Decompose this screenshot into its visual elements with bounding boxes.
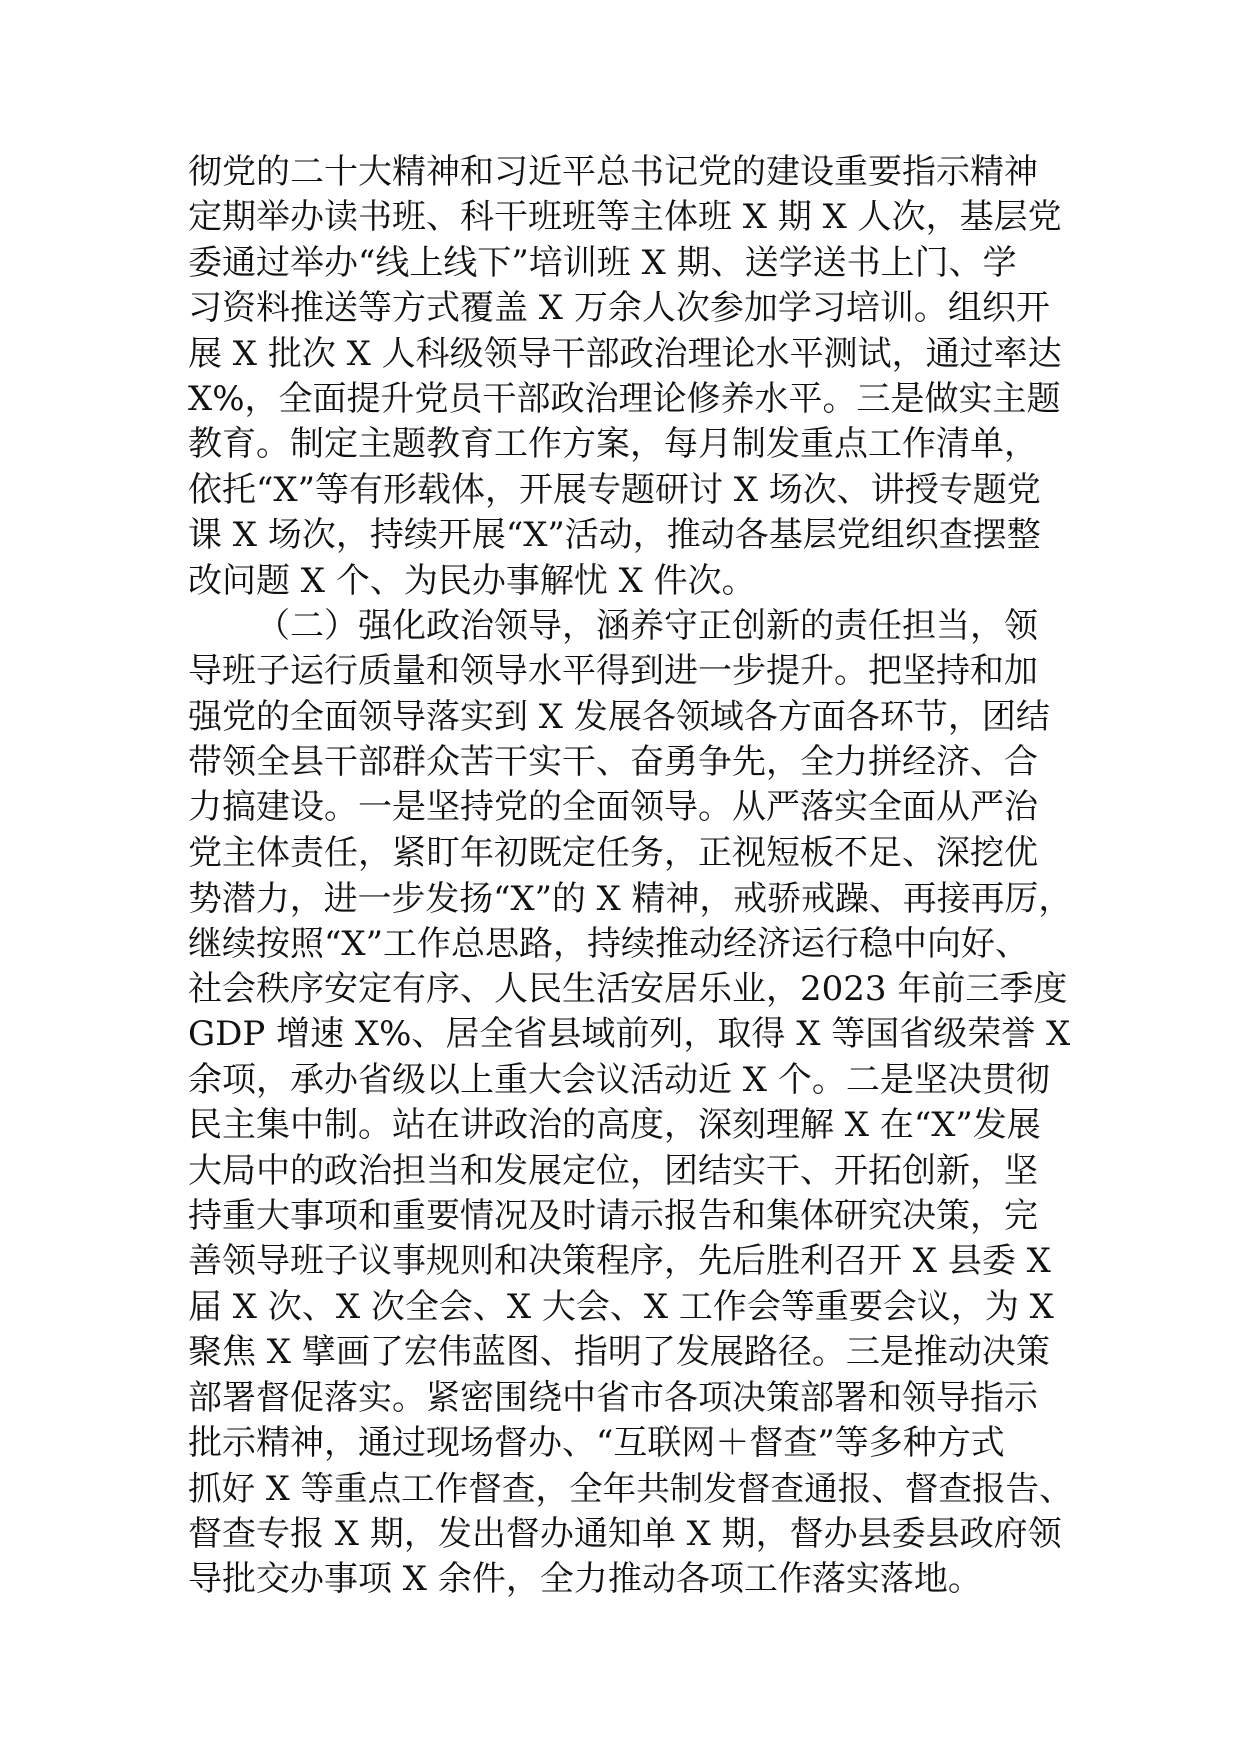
text-line: 习资料推送等方式覆盖 X 万余人次参加学习培训。组织开 <box>188 288 1050 329</box>
text-line: GDP 增速 X%、居全省县域前列，取得 X 等国省级荣誉 X <box>188 1014 1071 1055</box>
text-line: 势潜力，进一步发扬“X”的 X 精神，戒骄戒躁、再接再厉， <box>188 879 1073 919</box>
text-line: 社会秩序安定有序、人民生活安居乐业，2023 年前三季度 <box>188 969 1068 1010</box>
text-line: 善领导班子议事规则和决策程序，先后胜利召开 X 县委 X <box>188 1241 1051 1282</box>
text-line: 彻党的二十大精神和习近平总书记党的建设重要指示精神 <box>188 152 1038 192</box>
text-line: 课 X 场次，持续开展“X”活动，推动各基层党组织查摆整 <box>188 515 1041 556</box>
text-line: 带领全县干部群众苦干实干、奋勇争先，全力拼经济、合 <box>188 742 1038 783</box>
text-line: 督查专报 X 期，发出督办通知单 X 期，督办县委县政府领 <box>188 1513 1062 1554</box>
text-line: 定期举办读书班、科干班班等主体班 X 期 X 人次，基层党 <box>188 197 1062 238</box>
text-line: 改问题 X 个、为民办事解忧 X 件次。 <box>188 560 756 601</box>
text-line: 导班子运行质量和领导水平得到进一步提升。把坚持和加 <box>188 651 1038 692</box>
text-line: 导批交办事项 X 余件，全力推动各项工作落实落地。 <box>188 1559 982 1600</box>
text-line: 大局中的政治担当和发展定位，团结实干、开拓创新，坚 <box>188 1150 1038 1191</box>
text-line: 依托“X”等有形载体，开展专题研讨 X 场次、讲授专题党 <box>188 469 1041 510</box>
text-line: 部署督促落实。紧密围绕中省市各项决策部署和领导指示 <box>188 1377 1038 1418</box>
text-line: 持重大事项和重要情况及时请示报告和集体研究决策，完 <box>188 1195 1038 1236</box>
text-line: 聚焦 X 擘画了宏伟蓝图、指明了发展路径。三是推动决策 <box>188 1332 1050 1373</box>
text-line: 抓好 X 等重点工作督查，全年共制发督查通报、督查报告、 <box>188 1469 1073 1509</box>
text-line: 余项，承办省级以上重大会议活动近 X 个。二是坚决贯彻 <box>188 1059 1050 1100</box>
text-line: 强党的全面领导落实到 X 发展各领域各方面各环节，团结 <box>188 696 1050 737</box>
text-line: 继续按照“X”工作总思路，持续推动经济运行稳中向好、 <box>188 923 1029 964</box>
text-line: 力搞建设。一是坚持党的全面领导。从严落实全面从严治 <box>188 787 1038 828</box>
text-line: X%，全面提升党员干部政治理论修养水平。三是做实主题 <box>188 378 1061 419</box>
text-line: 党主体责任，紧盯年初既定任务，正视短板不足、深挖优 <box>188 832 1038 873</box>
text-line: 届 X 次、X 次全会、X 大会、X 工作会等重要会议，为 X <box>188 1286 1054 1327</box>
paragraph-first-line: （二）强化政治领导，涵养守正创新的责任担当，领 <box>256 605 1038 646</box>
body-text <box>188 150 1073 1603</box>
text-line: 委通过举办“线上线下”培训班 X 期、送学送书上门、学 <box>188 242 1017 283</box>
text-line: 展 X 批次 X 人科级领导干部政治理论水平测试，通过率达 <box>188 333 1062 374</box>
text-line: 教育。制定主题教育工作方案，每月制发重点工作清单， <box>188 424 1038 465</box>
text-line: 批示精神，通过现场督办、“互联网＋督查”等多种方式 <box>188 1422 1005 1463</box>
text-line: 民主集中制。站在讲政治的高度，深刻理解 X 在“X”发展 <box>188 1105 1041 1146</box>
